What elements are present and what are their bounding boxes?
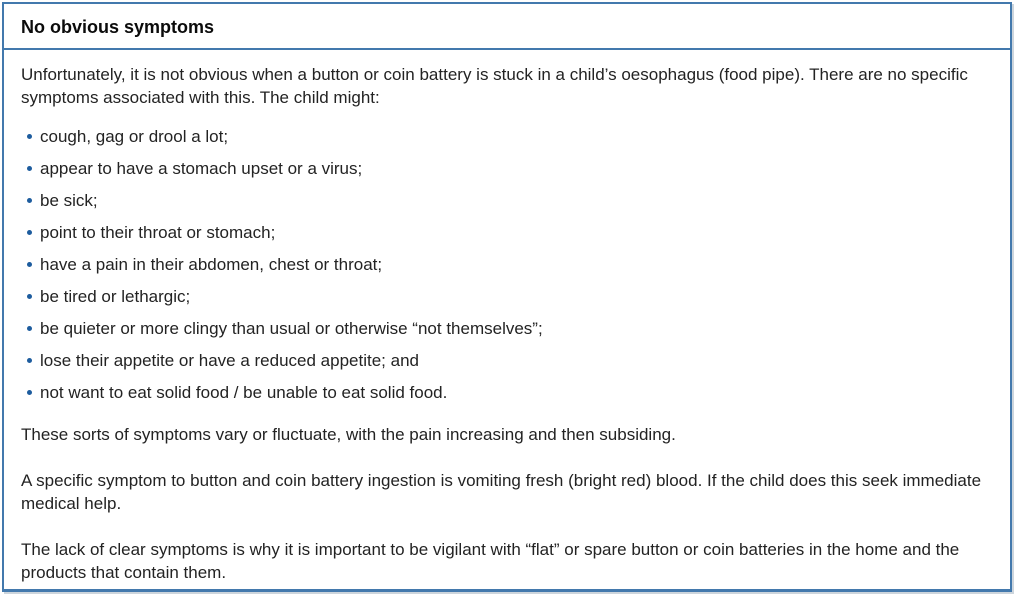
bullet-icon [27,230,32,235]
paragraph-symptoms-fluctuate: These sorts of symptoms vary or fluctuate, with the pain increasing and then subsiding. [21,425,676,444]
intro-paragraph: Unfortunately, it is not obvious when a button or coin battery is stuck in a child’s oesophagus (food pipe). There are no specific symptoms associated with this. The child might: [21,65,968,107]
list-item-text: be sick; [40,191,98,210]
list-item-text: not want to eat solid food / be unable to eat solid food. [40,383,448,402]
bullet-icon [27,134,32,139]
bullet-icon [27,390,32,395]
bullet-icon [27,166,32,171]
list-item-text: point to their throat or stomach; [40,223,276,242]
panel-body [4,50,1010,584]
bullet-icon [27,294,32,299]
list-item [21,157,986,180]
list-item [21,253,986,276]
paragraph-be-vigilant: The lack of clear symptoms is why it is important to be vigilant with “flat” or spare button or coin batteries in the home and the products that contain them. [21,540,960,582]
list-item [21,285,986,308]
bullet-icon [27,326,32,331]
list-item [21,381,986,404]
panel-title: No obvious symptoms [21,17,215,37]
list-item-text: be tired or lethargic; [40,287,191,306]
list-item-text: cough, gag or drool a lot; [40,127,229,146]
bullet-icon [27,358,32,363]
list-item-text: have a pain in their abdomen, chest or throat; [40,255,383,274]
panel-header [4,4,1010,50]
bullet-icon [27,262,32,267]
list-item [21,125,986,148]
symptom-list [21,125,986,404]
list-item-text: be quieter or more clingy than usual or otherwise “not themselves”; [40,319,543,338]
list-item [21,189,986,212]
paragraph-vomiting-blood: A specific symptom to button and coin battery ingestion is vomiting fresh (bright red) blood. If the child does this seek immediate medical help. [21,471,982,513]
list-item [21,349,986,372]
list-item-text: appear to have a stomach upset or a virus; [40,159,363,178]
list-item [21,317,986,340]
list-item-text: lose their appetite or have a reduced appetite; and [40,351,419,370]
symptoms-info-panel [2,2,1012,592]
bullet-icon [27,198,32,203]
list-item [21,221,986,244]
